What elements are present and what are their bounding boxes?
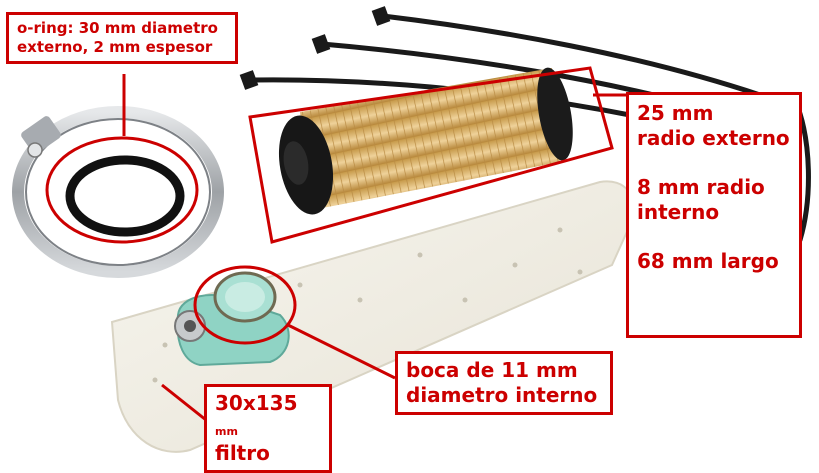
- mouth-line-2: diametro interno: [406, 383, 598, 407]
- mouth-line-1: boca de 11 mm: [406, 358, 578, 382]
- filter-inner-line-2: interno: [637, 200, 720, 224]
- filter-length: 68 mm largo: [637, 249, 779, 273]
- oring-line-2: externo, 2 mm espesor: [17, 37, 213, 56]
- filter-outer-line-1: 25 mm: [637, 101, 714, 125]
- strainer-size: 30x135: [215, 391, 298, 415]
- filter-inner-line-1: 8 mm radio: [637, 175, 765, 199]
- filter-outer-line-2: radio externo: [637, 126, 790, 150]
- connector-mouth: [175, 273, 289, 365]
- strainer-name: filtro: [215, 441, 270, 465]
- oring-line-1: o-ring: 30 mm diametro: [17, 19, 218, 37]
- oring-spec-label: [6, 12, 238, 64]
- o-ring: [70, 160, 180, 232]
- filter-spec-box: [626, 92, 802, 338]
- strainer-unit: mm: [215, 425, 238, 438]
- mouth-spec-label: [395, 351, 613, 415]
